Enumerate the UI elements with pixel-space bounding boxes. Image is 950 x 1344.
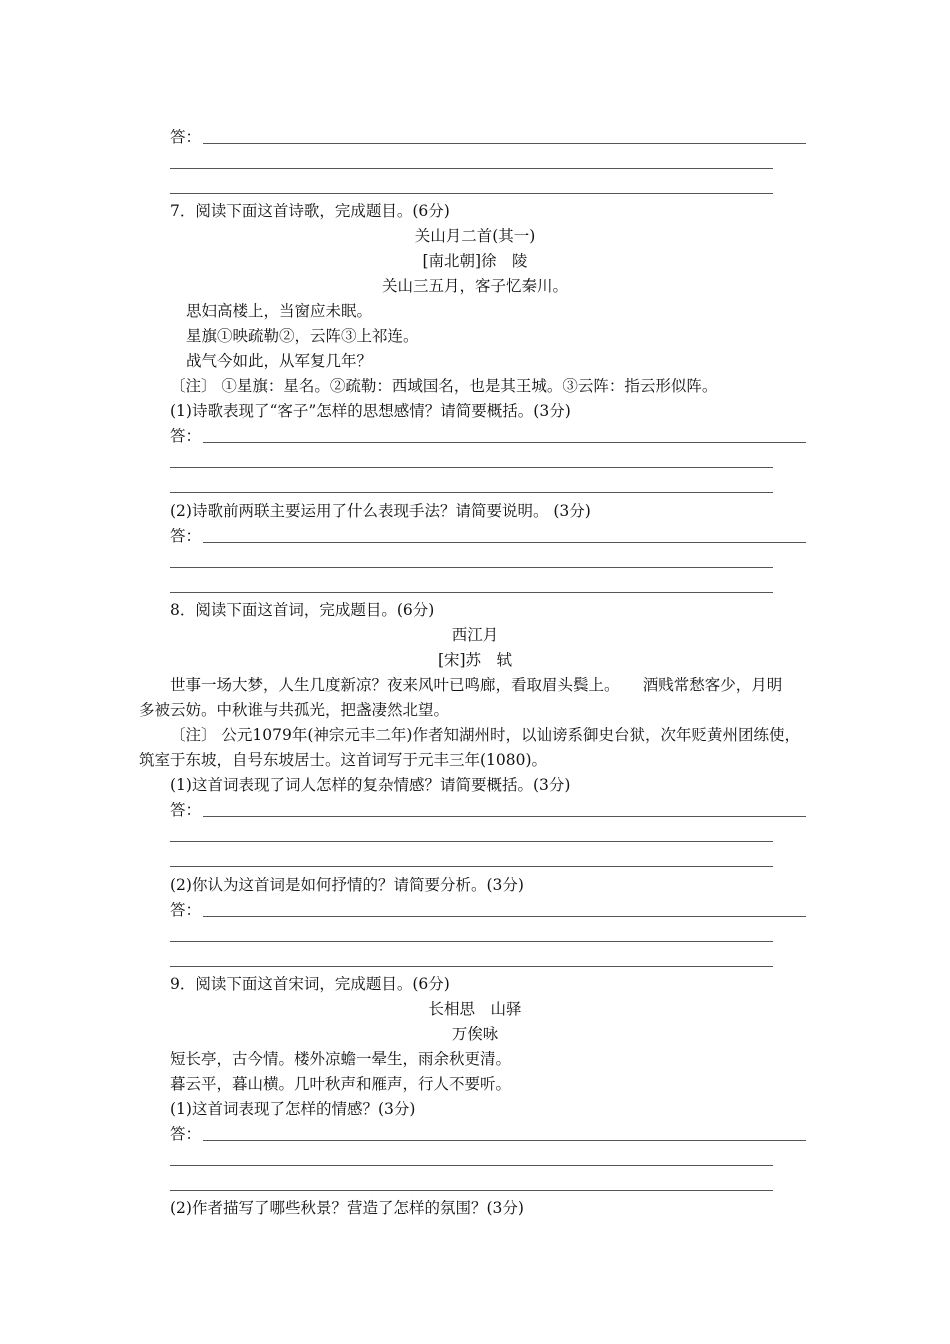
- sub-question: (2)作者描写了哪些秋景？营造了怎样的氛围？(3分): [170, 1199, 524, 1217]
- answer-line[interactable]: [203, 442, 806, 443]
- poem-title: 长相思 山驿: [428, 1000, 522, 1018]
- answer-line[interactable]: [170, 1190, 773, 1191]
- poem-body: 世事一场大梦，人生几度新凉？夜来风叶已鸣廊，看取眉头鬓上。 酒贱常愁客少，月明: [170, 676, 783, 694]
- question-prompt: 8．阅读下面这首词，完成题目。(6分): [170, 601, 435, 619]
- answer-line[interactable]: [170, 467, 773, 468]
- answer-line[interactable]: [170, 168, 773, 169]
- question-prompt: 9．阅读下面这首宋词，完成题目。(6分): [170, 975, 450, 993]
- answer-label: 答：: [170, 527, 202, 545]
- poem-title: 关山月二首(其一): [414, 227, 536, 245]
- answer-label: 答：: [170, 901, 202, 919]
- answer-line[interactable]: [203, 916, 806, 917]
- answer-line[interactable]: [170, 567, 773, 568]
- answer-label: 答：: [170, 427, 202, 445]
- poem-author: 万俟咏: [451, 1025, 499, 1043]
- poem-line: 关山三五月，客子忆秦川。: [381, 277, 568, 295]
- answer-line[interactable]: [170, 966, 773, 967]
- answer-line[interactable]: [203, 816, 806, 817]
- sub-question: (1)这首词表现了词人怎样的复杂情感？请简要概括。(3分): [170, 776, 571, 794]
- answer-line[interactable]: [203, 542, 806, 543]
- poem-line: 战气今如此，从军复几年？: [186, 352, 373, 370]
- answer-line[interactable]: [170, 841, 773, 842]
- poem-line: 星旗①映疏勒②，云阵③上祁连。: [186, 327, 419, 345]
- sub-question: (1)诗歌表现了“客子”怎样的思想感情？请简要概括。(3分): [170, 402, 571, 420]
- poem-note: 〔注〕 公元1079年(神宗元丰二年)作者知湖州时，以讪谤系御史台狱，次年贬黄州团练使，: [170, 726, 800, 744]
- poem-line: 暮云平，暮山横。几叶秋声和雁声，行人不要听。: [170, 1075, 512, 1093]
- answer-label: 答：: [170, 128, 202, 146]
- poem-author: [南北朝]徐 陵: [422, 252, 528, 270]
- answer-line[interactable]: [203, 1140, 806, 1141]
- answer-line[interactable]: [170, 1165, 773, 1166]
- poem-body: 多被云妨。中秋谁与共孤光，把盏凄然北望。: [139, 701, 450, 719]
- poem-note: 筑室于东坡，自号东坡居士。这首词写于元丰三年(1080)。: [139, 751, 548, 769]
- answer-line[interactable]: [170, 941, 773, 942]
- poem-author: [宋]苏 轼: [437, 651, 513, 669]
- answer-line[interactable]: [203, 143, 806, 144]
- sub-question: (2)诗歌前两联主要运用了什么表现手法？请简要说明。 (3分): [170, 502, 591, 520]
- answer-line[interactable]: [170, 492, 773, 493]
- sub-question: (2)你认为这首词是如何抒情的？请简要分析。(3分): [170, 876, 524, 894]
- answer-label: 答：: [170, 801, 202, 819]
- poem-line: 短长亭，古今情。楼外凉蟾一晕生，雨余秋更清。: [170, 1050, 512, 1068]
- answer-line[interactable]: [170, 592, 773, 593]
- answer-line[interactable]: [170, 866, 773, 867]
- sub-question: (1)这首词表现了怎样的情感？(3分): [170, 1100, 416, 1118]
- poem-line: 思妇高楼上，当窗应未眠。: [186, 302, 373, 320]
- poem-note: 〔注〕 ①星旗：星名。②疏勒：西域国名，也是其王城。③云阵：指云形似阵。: [170, 377, 718, 395]
- answer-label: 答：: [170, 1125, 202, 1143]
- poem-title: 西江月: [451, 626, 499, 644]
- question-prompt: 7．阅读下面这首诗歌，完成题目。(6分): [170, 202, 450, 220]
- answer-line[interactable]: [170, 193, 773, 194]
